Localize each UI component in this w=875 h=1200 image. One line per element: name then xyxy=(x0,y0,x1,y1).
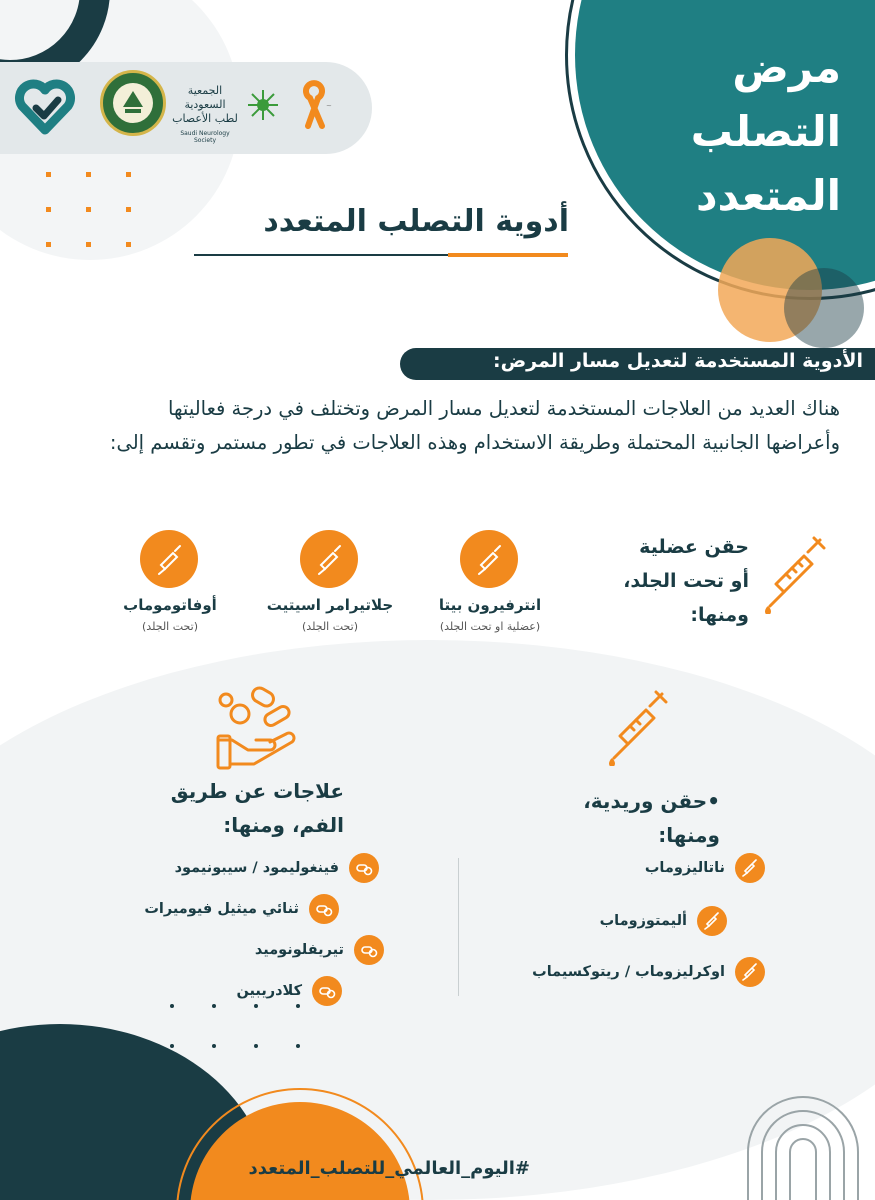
panel-title-line-2: التصلب xyxy=(690,107,841,156)
dot xyxy=(212,1004,216,1008)
iv-drug-name-2: أليمتوزوماب xyxy=(599,913,687,929)
heart-check-logo xyxy=(14,76,76,138)
iv-drug-row-3 xyxy=(425,955,765,989)
oral-category-line-1: علاجات عن طريق xyxy=(170,779,344,803)
dot xyxy=(254,1004,258,1008)
dot xyxy=(170,1044,174,1048)
injection-drug-name-1: انترفيرون بيتا xyxy=(438,596,542,614)
oral-drug-row-4 xyxy=(42,974,342,1008)
oral-drug-row-2 xyxy=(39,892,339,926)
syringe-icon xyxy=(697,906,727,936)
dot xyxy=(46,172,51,177)
injection-drug-sub-2: (تحت الجلد) xyxy=(302,620,358,633)
syringe-icon xyxy=(604,690,670,766)
injection-drug-icon-2 xyxy=(300,530,358,588)
dot xyxy=(296,1044,300,1048)
oral-drug-row-1 xyxy=(79,851,379,885)
oral-drug-name-4: كلادريبين xyxy=(236,983,302,999)
dot xyxy=(46,242,51,247)
injection-drug-sub-3: (تحت الجلد) xyxy=(142,620,198,633)
injection-drug-name-2: جلاتيرامر اسيتيت xyxy=(266,596,394,614)
university-seal-logo xyxy=(100,70,166,136)
oral-drug-row-3 xyxy=(84,933,384,967)
panel-title xyxy=(641,36,841,228)
injection-category-title xyxy=(589,530,749,632)
injection-drug-icon-3 xyxy=(140,530,198,588)
oral-category-title xyxy=(150,774,344,842)
pills-icon xyxy=(354,935,384,965)
dot xyxy=(86,242,91,247)
dot xyxy=(254,1044,258,1048)
injection-drug-name-3: أوفاتوموماب xyxy=(123,596,217,614)
dot xyxy=(170,1004,174,1008)
intro-paragraph: هناك العديد من العلاجات المستخدمة لتعديل مسار المرض وتختلف في درجة فعاليتها وأعراضها الجانبية المحتملة وطريقة الاستخدام وهذه العلاجات في تطور مستمر وتقسم إلى: xyxy=(109,397,840,454)
arch-decoration xyxy=(738,1082,868,1200)
injection-category-line-3: ومنها: xyxy=(690,604,749,626)
dot xyxy=(86,172,91,177)
saudi-neurology-society-logo-text xyxy=(172,84,238,144)
dot xyxy=(86,207,91,212)
pills-icon xyxy=(349,853,379,883)
syringe-icon xyxy=(735,957,765,987)
dot xyxy=(126,242,131,247)
dot xyxy=(126,172,131,177)
panel-title-line-3: المتعدد xyxy=(696,171,841,220)
section-heading: الأدوية المستخدمة لتعديل مسار المرض: xyxy=(493,350,863,372)
pills-icon xyxy=(312,976,342,1006)
syringe-icon xyxy=(735,853,765,883)
teal-accent-circle xyxy=(784,268,864,348)
heading-underline-accent xyxy=(448,253,568,257)
oral-drug-name-3: تيريفلونوميد xyxy=(254,942,344,958)
pills-hand-icon xyxy=(212,684,302,774)
injection-drug-sub-1: (عضلية او تحت الجلد) xyxy=(439,620,541,633)
main-heading: أدوية التصلب المتعدد xyxy=(263,204,569,239)
injection-category-line-2: أو تحت الجلد، xyxy=(623,570,749,592)
sns-english-name: Saudi Neurology Society xyxy=(180,130,230,144)
iv-drug-name-1: ناتاليزوماب xyxy=(644,860,725,876)
iv-drug-name-3: اوكرليزوماب / ريتوكسيماب xyxy=(532,964,725,980)
syringe-icon xyxy=(758,534,830,614)
injection-category-line-1: حقن عضلية xyxy=(639,536,749,558)
dot xyxy=(126,207,131,212)
oral-category-line-2: الفم، ومنها: xyxy=(223,813,344,837)
iv-category-title xyxy=(560,784,720,852)
dot xyxy=(296,1004,300,1008)
injection-drug-icon-1 xyxy=(460,530,518,588)
sns-arabic-name: الجمعية السعودية لطب الأعصاب xyxy=(172,84,238,125)
iv-drug-row-2 xyxy=(427,904,727,938)
hashtag: #اليوم_العالمي_للتصلب_المتعدد xyxy=(248,1158,530,1179)
iv-drug-row-1 xyxy=(465,851,765,885)
oral-drug-name-2: ثنائي ميثيل فيوميرات xyxy=(144,901,299,917)
oral-drug-name-1: فينغوليمود / سيبونيمود xyxy=(174,860,339,876)
iv-category-line-1: •حقن وريدية، xyxy=(583,789,720,813)
pills-icon xyxy=(309,894,339,924)
orange-ribbon-logo xyxy=(290,78,346,130)
dot xyxy=(46,207,51,212)
dot xyxy=(212,1044,216,1048)
neuron-logo xyxy=(246,88,280,122)
section-heading-bar xyxy=(400,348,875,380)
iv-category-line-2: ومنها: xyxy=(658,823,720,847)
panel-title-line-1: مرض xyxy=(732,43,841,92)
svg-text:~: ~ xyxy=(326,102,332,110)
